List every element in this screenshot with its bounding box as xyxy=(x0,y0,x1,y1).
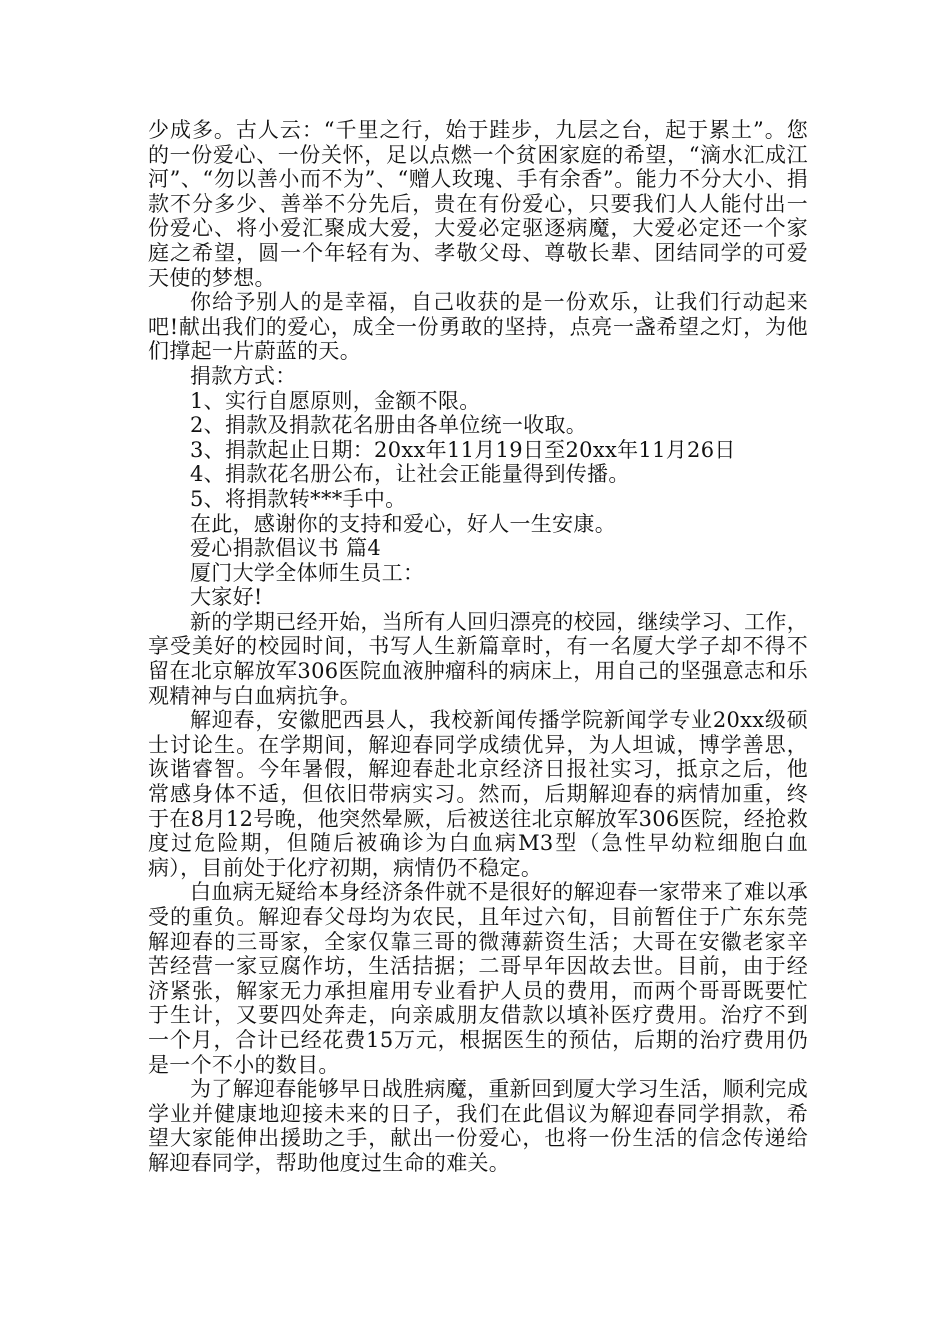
paragraph-family-situation: 白血病无疑给本身经济条件就不是很好的解迎春一家带来了难以承受的重负。解迎春父母均为农民，且年过六旬，目前暂住于广东东莞解迎春的三哥家，全家仅靠三哥的微薄薪资生活；大哥在安徽老家辛苦经营一家豆腐作坊，生活拮据；二哥早年因故去世。目前，由于经济紧张，解家无力承担雇用专业看护人员的费用，而两个哥哥既要忙于生计，又要四处奔走，向亲戚朋友借款以填补医疗费用。治疗不到一个月，合计已经花费15万元，根据医生的预估，后期的治疗费用仍是一个不小的数目。 xyxy=(148,880,808,1077)
document-body xyxy=(148,118,808,1176)
donation-method-item-1: 1、实行自愿原则，金额不限。 xyxy=(190,388,481,413)
paragraph-appeal: 为了解迎春能够早日战胜病魔，重新回到厦大学习生活，顺利完成学业并健康地迎接未来的日子，我们在此倡议为解迎春同学捐款，希望大家能伸出援助之手，献出一份爱心，也将一份生活的信念传递给解迎春同学，帮助他度过生命的难关。 xyxy=(148,1077,808,1175)
closing-thanks: 在此，感谢你的支持和爱心，好人一生安康。 xyxy=(190,511,616,536)
paragraph-intro: 新的学期已经开始，当所有人回归漂亮的校园，继续学习、工作，享受美好的校园时间，书写人生新篇章时，有一名厦大学子却不得不留在北京解放军306医院血液肿瘤科的病床上，用自己的坚强意志和乐观精神与白血病抗争。 xyxy=(148,609,808,708)
section-title: 爱心捐款倡议书 篇4 xyxy=(190,536,382,561)
paragraph-call-to-action: 你给予别人的是幸福，自己收获的是一份欢乐，让我们行动起来吧!献出我们的爱心，成全一份勇敢的坚持，点亮一盏希望之灯，为他们撑起一片蔚蓝的天。 xyxy=(148,290,808,364)
donation-method-item-2: 2、捐款及捐款花名册由各单位统一收取。 xyxy=(190,413,588,438)
salutation: 厦门大学全体师生员工： xyxy=(190,560,425,585)
paragraph-continuation: 少成多。古人云：“千里之行，始于跬步，九层之台，起于累土”。您的一份爱心、一份关怀，足以点燃一个贫困家庭的希望，“滴水汇成江河”、“勿以善小而不为”、“赠人玫瑰、手有余香”。能力不分大小、捐款不分多少、善举不分先后，贵在有份爱心，只要我们人人能付出一份爱心、将小爱汇聚成大爱，大爱必定驱逐病魔，大爱必定还一个家庭之希望，圆一个年轻有为、孝敬父母、尊敬长辈、团结同学的可爱天使的梦想。 xyxy=(148,118,808,290)
greeting: 大家好! xyxy=(190,585,263,610)
donation-method-item-3: 3、捐款起止日期：20xx年11月19日至20xx年11月26日 xyxy=(190,437,736,462)
donation-method-heading: 捐款方式： xyxy=(190,363,297,388)
paragraph-background: 解迎春，安徽肥西县人，我校新闻传播学院新闻学专业20xx级硕士讨论生。在学期间，解迎春同学成绩优异，为人坦诚，博学善思，诙谐睿智。今年暑假，解迎春赴北京经济日报社实习，抵京之后，他常感身体不适，但依旧带病实习。然而，后期解迎春的病情加重，终于在8月12号晚，他突然晕厥，后被送往北京解放军306医院，经抢救度过危险期，但随后被确诊为白血病M3型（急性早幼粒细胞白血病），目前处于化疗初期，病情仍不稳定。 xyxy=(148,708,808,880)
donation-method-item-4: 4、捐款花名册公布，让社会正能量得到传播。 xyxy=(190,462,630,487)
donation-method-item-5: 5、将捐款转***手中。 xyxy=(190,486,407,511)
